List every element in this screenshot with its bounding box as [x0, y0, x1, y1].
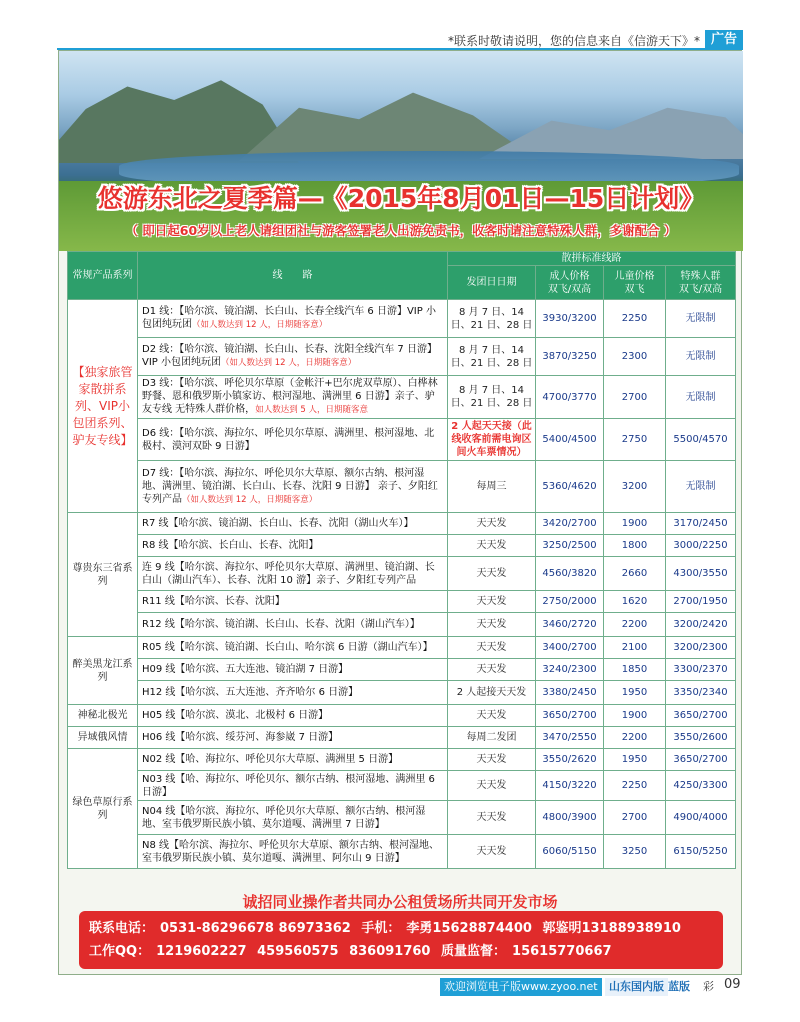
qq-3: 836091760	[349, 944, 431, 959]
child-price-cell: 1950	[604, 749, 666, 771]
date-cell: 天天发	[448, 591, 536, 613]
mountain-shape	[479, 95, 743, 159]
adult-price-cell: 4800/3900	[536, 801, 604, 835]
date-cell: 2 人起接天天发	[448, 681, 536, 705]
route-text: 连 9 线【哈尔滨、海拉尔、呼伦贝尔大草原、满洲里、镜泊湖、长白山（湖山汽车）、长春、沈阳 10 游】亲子、夕阳红专列产品	[142, 561, 435, 586]
date-cell: 8 月 7 日、14 日、21 日、28 日	[448, 300, 536, 338]
table-row	[68, 705, 736, 727]
phone-number: 0531-86296678 86973362	[160, 921, 351, 936]
route-tip: 如人数达到 5 人，日期随客意	[255, 405, 369, 415]
route-cell	[138, 749, 448, 771]
route-cell	[138, 557, 448, 591]
special-price-cell: 4900/4000	[666, 801, 736, 835]
date-cell: 每周三	[448, 461, 536, 513]
date-cell: 天天发	[448, 835, 536, 869]
route-tip: （如人数达到 12 人，日期随客意）	[221, 358, 357, 368]
child-price-cell: 2700	[604, 376, 666, 419]
date-cell: 天天发	[448, 659, 536, 681]
ad-card	[58, 50, 742, 975]
adult-price-cell: 4700/3770	[536, 376, 604, 419]
banner-landscape	[59, 51, 743, 251]
source-note: *联系时敬请说明，您的信息来自《信游天下》*	[447, 34, 700, 48]
banner-title: 悠游东北之夏季篇—《2015年8月01日—15日计划》	[97, 184, 705, 213]
special-price-cell: 无限制	[666, 300, 736, 338]
route-text: H12 线【哈尔滨、五大连池、齐齐哈尔 6 日游】	[142, 687, 359, 698]
child-price-cell: 1620	[604, 591, 666, 613]
mobile-label: 手机：	[361, 921, 401, 936]
header-adult: 成人价格 双飞/双高	[536, 266, 604, 300]
date-cell: 天天发	[448, 801, 536, 835]
date-cell: 天天发	[448, 705, 536, 727]
route-cell	[138, 727, 448, 749]
adult-price-cell: 3870/3250	[536, 338, 604, 376]
adult-price-cell: 3460/2720	[536, 613, 604, 637]
child-price-cell: 3200	[604, 461, 666, 513]
table-row	[68, 376, 736, 419]
route-cell	[138, 705, 448, 727]
table-row	[68, 513, 736, 535]
table-row	[68, 535, 736, 557]
child-price-cell: 1850	[604, 659, 666, 681]
child-price-cell: 2100	[604, 637, 666, 659]
header-special: 特殊人群 双飞/双高	[666, 266, 736, 300]
footer-website[interactable]: 欢迎浏览电子版www.zyoo.net	[440, 978, 602, 996]
contact-box	[79, 911, 723, 969]
table-row	[68, 801, 736, 835]
qq-label: 工作QQ：	[89, 944, 151, 959]
header-category: 常规产品系列	[68, 252, 138, 300]
mobile-1: 李勇15628874400	[406, 921, 532, 936]
date-cell: 天天发	[448, 557, 536, 591]
table-row	[68, 681, 736, 705]
route-text: H06 线【哈尔滨、绥芬河、海参崴 7 日游】	[142, 732, 339, 743]
table-row	[68, 461, 736, 513]
special-price-cell: 无限制	[666, 461, 736, 513]
phone-label: 联系电话：	[89, 921, 155, 936]
route-text: N8 线【哈尔滨、海拉尔、呼伦贝尔大草原、额尔古纳、根河湿地、室韦俄罗斯民族小镇、莫尔道嘎、满洲里、阿尔山 9 日游】	[142, 839, 440, 864]
header-route: 线 路	[138, 252, 448, 300]
contact-row-qq	[89, 940, 713, 963]
adult-price-cell: 2750/2000	[536, 591, 604, 613]
date-cell: 2 人起天天接（此线收客前需电询区间火车票情况）	[448, 419, 536, 461]
adult-price-cell: 3400/2700	[536, 637, 604, 659]
date-cell: 每周二发团	[448, 727, 536, 749]
table-row	[68, 637, 736, 659]
adult-price-cell: 3930/3200	[536, 300, 604, 338]
adult-price-cell: 4560/3820	[536, 557, 604, 591]
route-text: R8 线【哈尔滨、长白山、长春、沈阳】	[142, 540, 319, 551]
route-tip: （如人数达到 12 人，日期随客意）	[182, 494, 318, 505]
route-text: N03 线【哈、海拉尔、呼伦贝尔、额尔古纳、根河湿地、满洲里 6 日游】	[142, 773, 435, 798]
category-cell: 尊贵东三省系列	[68, 513, 138, 637]
table-row	[68, 613, 736, 637]
route-cell	[138, 591, 448, 613]
child-price-cell: 2660	[604, 557, 666, 591]
date-cell: 天天发	[448, 749, 536, 771]
route-cell	[138, 513, 448, 535]
footer-edition: 山东国内版	[605, 978, 668, 996]
page-number: 09	[724, 977, 741, 992]
adult-price-cell: 3550/2620	[536, 749, 604, 771]
route-cell	[138, 835, 448, 869]
route-text: R7 线【哈尔滨、镜泊湖、长白山、长春、沈阳（湖山火车）】	[142, 518, 414, 529]
special-price-cell: 3650/2700	[666, 705, 736, 727]
special-price-cell: 3300/2370	[666, 659, 736, 681]
route-text: D7 线：【哈尔滨、海拉尔、呼伦贝尔大草原、额尔古纳、根河湿地、满洲里、镜泊湖、长白山、长春、沈阳 9 日游】 亲子、夕阳红专列产品	[142, 467, 438, 505]
special-price-cell: 3550/2600	[666, 727, 736, 749]
child-price-cell: 2200	[604, 613, 666, 637]
slogan: 诚招同业操作者共同办公租赁场所共同开发市场	[242, 893, 558, 911]
adult-price-cell: 3240/2300	[536, 659, 604, 681]
header-date: 发团日日期	[448, 266, 536, 300]
route-cell	[138, 637, 448, 659]
route-cell	[138, 801, 448, 835]
date-cell: 天天发	[448, 513, 536, 535]
child-price-cell: 2750	[604, 419, 666, 461]
mobile-2: 郭鉴明13188938910	[542, 921, 681, 936]
route-cell	[138, 461, 448, 513]
category-cell: 【独家旅管家散拼系列、VIP小包团系列、驴友专线】	[68, 300, 138, 513]
table-row	[68, 300, 736, 338]
category-cell: 异域俄风情	[68, 727, 138, 749]
child-price-cell: 3250	[604, 835, 666, 869]
child-price-cell: 1900	[604, 705, 666, 727]
special-price-cell: 4250/3300	[666, 771, 736, 801]
adult-price-cell: 3470/2550	[536, 727, 604, 749]
route-text: D2 线：【哈尔滨、镜泊湖、长白山、长春、沈阳全线汽车 7 日游】VIP 小包团纯玩团	[142, 344, 437, 368]
date-cell: 天天发	[448, 535, 536, 557]
adult-price-cell: 5400/4500	[536, 419, 604, 461]
route-text: H09 线【哈尔滨、五大连池、镜泊湖 7 日游】	[142, 664, 349, 675]
route-cell	[138, 419, 448, 461]
footer	[0, 976, 800, 998]
date-cell: 8 月 7 日、14 日、21 日、28 日	[448, 376, 536, 419]
header-child: 儿童价格 双飞	[604, 266, 666, 300]
ad-tag: 广告	[705, 30, 743, 50]
table-row	[68, 419, 736, 461]
child-price-cell: 1900	[604, 513, 666, 535]
special-price-cell: 3000/2250	[666, 535, 736, 557]
table-row	[68, 591, 736, 613]
qq-1: 1219602227	[156, 944, 247, 959]
special-price-cell: 无限制	[666, 376, 736, 419]
child-price-cell: 2250	[604, 771, 666, 801]
adult-price-cell: 3250/2500	[536, 535, 604, 557]
route-cell	[138, 681, 448, 705]
adult-price-cell: 3380/2450	[536, 681, 604, 705]
route-text: N04 线【哈尔滨、海拉尔、呼伦贝尔大草原、额尔古纳、根河湿地、室韦俄罗斯民族小镇、莫尔道嘎、满洲里 7 日游】	[142, 805, 426, 830]
child-price-cell: 2200	[604, 727, 666, 749]
route-text: D1 线：【哈尔滨、镜泊湖、长白山、长春全线汽车 6 日游】VIP 小包团纯玩团	[142, 306, 436, 330]
table-row	[68, 338, 736, 376]
table-row	[68, 771, 736, 801]
route-text: R12 线【哈尔滨、镜泊湖、长白山、长春、沈阳（湖山汽车）】	[142, 619, 420, 630]
footer-color-label: 彩	[703, 980, 714, 993]
table-row	[68, 727, 736, 749]
child-price-cell: 1800	[604, 535, 666, 557]
qq-2: 459560575	[257, 944, 339, 959]
route-cell	[138, 613, 448, 637]
header-group: 散拼标准线路	[448, 252, 736, 266]
route-text: N02 线【哈、海拉尔、呼伦贝尔大草原、满洲里 5 日游】	[142, 754, 399, 765]
special-price-cell: 3350/2340	[666, 681, 736, 705]
route-text: D6 线：【哈尔滨、海拉尔、呼伦贝尔草原、满洲里、根河湿地、北极村、漠河双卧 9 日游】	[142, 427, 435, 452]
date-cell: 天天发	[448, 637, 536, 659]
route-cell	[138, 376, 448, 419]
banner-notice: （ 即日起60岁以上老人请组团社与游客签署老人出游免责书，收客时请注意特殊人群，多谢配合 ）	[125, 223, 677, 238]
special-price-cell: 5500/4570	[666, 419, 736, 461]
category-cell: 醉美黑龙江系列	[68, 637, 138, 705]
date-cell: 8 月 7 日、14 日、21 日、28 日	[448, 338, 536, 376]
adult-price-cell: 3420/2700	[536, 513, 604, 535]
route-cell	[138, 300, 448, 338]
category-cell: 绿色草原行系列	[68, 749, 138, 869]
date-cell: 天天发	[448, 771, 536, 801]
special-price-cell: 6150/5250	[666, 835, 736, 869]
qc-label: 质量监督：	[441, 944, 507, 959]
route-text: D3 线：【哈尔滨、呼伦贝尔草原（金帐汗+巴尔虎双草原）、白桦林野餐、恩和俄罗斯小镇家访、根河湿地、满洲里 6 日游】亲子、驴友专线 无特殊人群价格，	[142, 378, 438, 415]
route-cell	[138, 535, 448, 557]
special-price-cell: 3650/2700	[666, 749, 736, 771]
adult-price-cell: 5360/4620	[536, 461, 604, 513]
special-price-cell: 3200/2420	[666, 613, 736, 637]
table-row	[68, 835, 736, 869]
special-price-cell: 4300/3550	[666, 557, 736, 591]
route-text: R11 线【哈尔滨、长春、沈阳】	[142, 596, 285, 607]
route-text: H05 线【哈尔滨、漠北、北极村 6 日游】	[142, 710, 329, 721]
mountain-shape	[239, 85, 539, 161]
route-tip: （如人数达到 12 人，日期随客意）	[192, 320, 328, 330]
route-text: R05 线【哈尔滨、镜泊湖、长白山、哈尔滨 6 日游（湖山汽车）】	[142, 642, 433, 653]
qc-number: 15615770667	[512, 944, 612, 959]
adult-price-cell: 4150/3220	[536, 771, 604, 801]
child-price-cell: 2250	[604, 300, 666, 338]
child-price-cell: 2700	[604, 801, 666, 835]
route-cell	[138, 771, 448, 801]
route-cell	[138, 659, 448, 681]
table-row	[68, 749, 736, 771]
adult-price-cell: 3650/2700	[536, 705, 604, 727]
category-cell: 神秘北极光	[68, 705, 138, 727]
footer-blue-label: 蓝版	[668, 980, 690, 993]
table-row	[68, 659, 736, 681]
table-row	[68, 557, 736, 591]
routes-table	[67, 251, 736, 869]
adult-price-cell: 6060/5150	[536, 835, 604, 869]
date-cell: 天天发	[448, 613, 536, 637]
child-price-cell: 1950	[604, 681, 666, 705]
special-price-cell: 3170/2450	[666, 513, 736, 535]
child-price-cell: 2300	[604, 338, 666, 376]
special-price-cell: 3200/2300	[666, 637, 736, 659]
contact-row-phone	[89, 917, 713, 940]
special-price-cell: 2700/1950	[666, 591, 736, 613]
route-cell	[138, 338, 448, 376]
special-price-cell: 无限制	[666, 338, 736, 376]
